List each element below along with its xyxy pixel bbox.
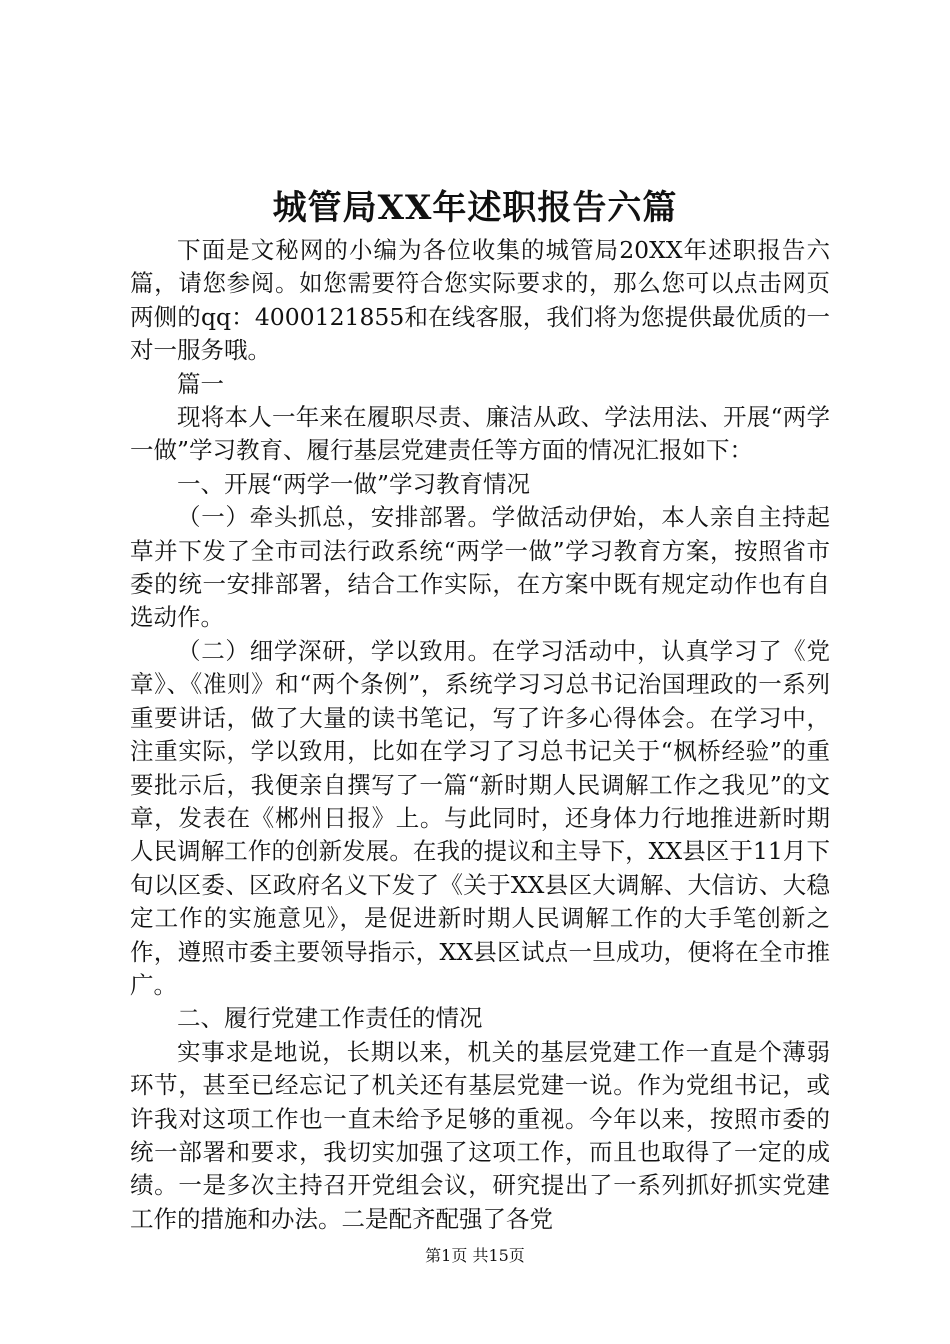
document-title: 城管局XX年述职报告六篇 [272,188,678,228]
section-label-part-one: 篇一 [177,369,224,398]
section-heading: 一、开展“两学一做”学习教育情况 [177,469,531,498]
document-body [130,234,830,1236]
body-paragraph: （二）细学深研，学以致用。在学习活动中，认真学习了《党章》、《准则》和“两个条例”，系统学习习总书记治国理政的一系列重要讲话，做了大量的读书笔记，写了许多心得体会。在学习中，注重实际，学以致用，比如在学习了习总书记关于“枫桥经验”的重要批示后，我便亲自撰写了一篇“新时期人民调解工作之我见”的文章，发表在《郴州日报》上。与此同时，还身体力行地推进新时期人民调解工作的创新发展。在我的提议和主导下，XX县区于11月下旬以区委、区政府名义下发了《关于XX县区大调解、大信访、大稳定工作的实施意见》，是促进新时期人民调解工作的大手笔创新之作，遵照市委主要领导指示，XX县区试点一旦成功，便将在全市推广。 [130,636,830,999]
body-paragraph: 现将本人一年来在履职尽责、廉洁从政、学法用法、开展“两学一做”学习教育、履行基层党建责任等方面的情况汇报如下： [130,403,830,465]
body-paragraph: （一）牵头抓总，安排部署。学做活动伊始，本人亲自主持起草并下发了全市司法行政系统“两学一做”学习教育方案，按照省市委的统一安排部署，结合工作实际，在方案中既有规定动作也有自选动作。 [130,503,830,632]
section-heading: 二、履行党建工作责任的情况 [177,1004,483,1033]
page-number-footer: 第1页 共15页 [425,1246,525,1265]
intro-paragraph: 下面是文秘网的小编为各位收集的城管局20XX年述职报告六篇，请您参阅。如您需要符合您实际要求的，那么您可以点击网页两侧的qq：4000121855和在线客服，我们将为您提供最优质的一对一服务哦。 [130,236,830,365]
body-paragraph: 实事求是地说，长期以来，机关的基层党建工作一直是个薄弱环节，甚至已经忘记了机关还有基层党建一说。作为党组书记，或许我对这项工作也一直未给予足够的重视。今年以来，按照市委的统一部署和要求，我切实加强了这项工作，而且也取得了一定的成绩。一是多次主持召开党组会议，研究提出了一系列抓好抓实党建工作的措施和办法。二是配齐配强了各党 [130,1037,830,1233]
